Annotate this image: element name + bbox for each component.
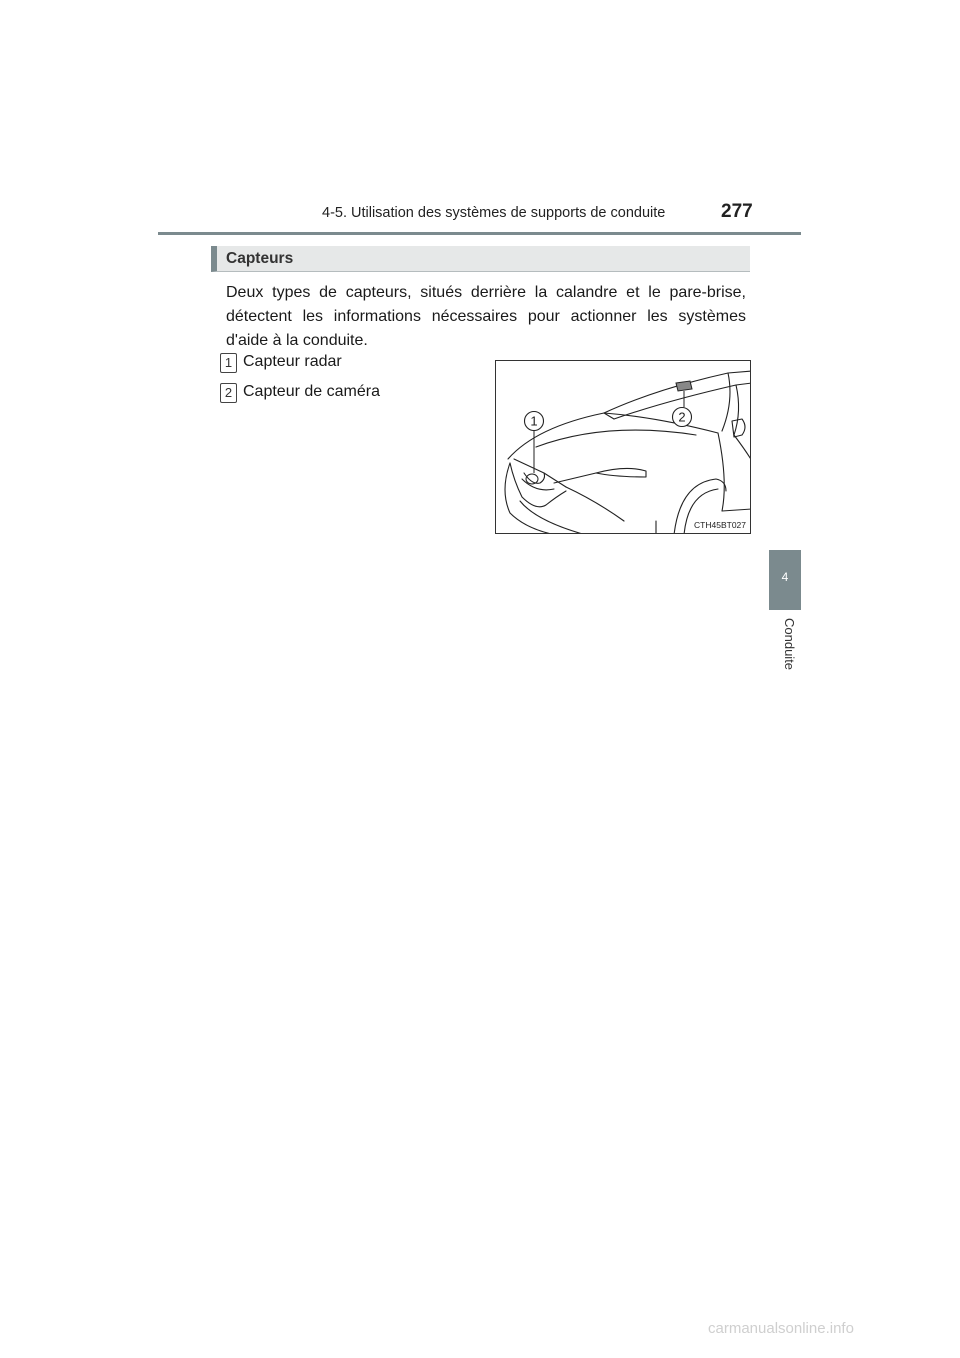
- list-item-label: Capteur radar: [243, 353, 342, 370]
- page-number: 277: [721, 201, 753, 222]
- callout-2: [673, 408, 692, 427]
- figure-code: CTH45BT027: [694, 520, 746, 530]
- section-heading-bar: [211, 246, 750, 272]
- car-front-drawing: [496, 361, 751, 534]
- callout-number-badge: 1: [220, 353, 237, 373]
- body-paragraph: Deux types de capteurs, situés derrière la calandre et le pare-brise, détectent les informations nécessaires pour actionner les systèmes d'aide à la conduite.: [226, 284, 746, 349]
- callout-number-badge: 2: [220, 383, 237, 403]
- section-title: Capteurs: [226, 250, 294, 267]
- car-sensor-illustration: [495, 360, 751, 534]
- chapter-side-label: Conduite: [782, 618, 797, 671]
- svg-text:1: 1: [530, 413, 538, 429]
- callout-1: [525, 412, 544, 431]
- svg-text:2: 2: [678, 409, 686, 425]
- list-item-label: Capteur de caméra: [243, 383, 380, 400]
- header-divider: [158, 232, 801, 235]
- watermark-text: carmanualsonline.info: [708, 1320, 854, 1337]
- chapter-number: 4: [781, 570, 789, 584]
- chapter-side-tab: [769, 550, 801, 610]
- chapter-header: 4-5. Utilisation des systèmes de supports de conduite: [322, 205, 666, 221]
